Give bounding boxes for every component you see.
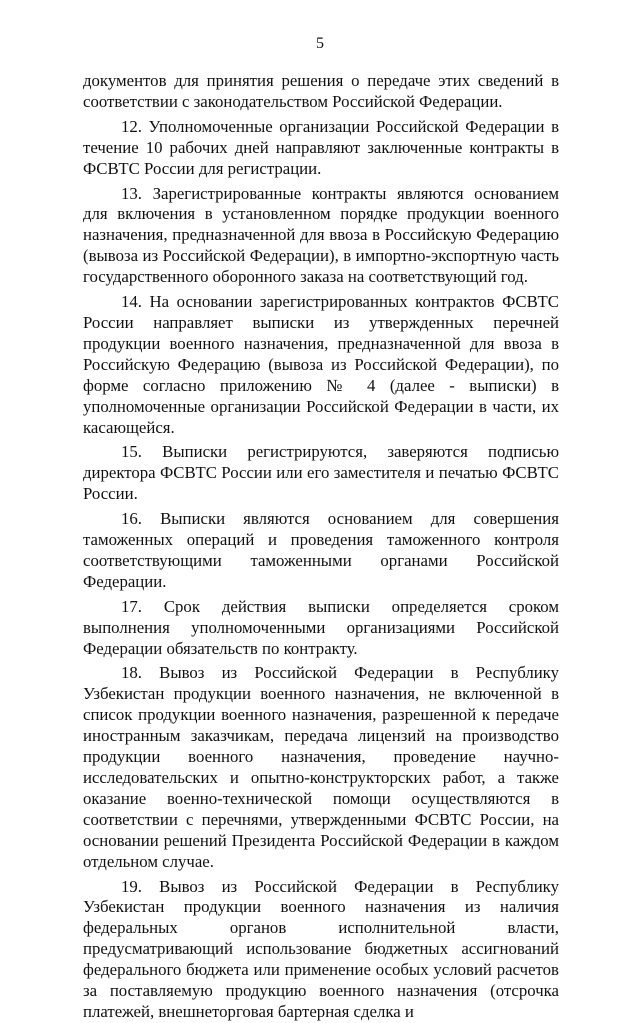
paragraph-15: 15. Выписки регистрируются, заверяются подписью директора ФСВТС России или его заместителя и печатью ФСВТС России. [83, 442, 559, 504]
paragraph-18: 18. Вывоз из Российской Федерации в Республику Узбекистан продукции военного назначения, не включенной в список продукции военного назначения, разрешенной к передаче иностранным заказчикам, передача лицензий на производство продукции военного назначения, проведение научно-исследовательских и опытно-конструкторских работ, а также оказание военно-технической помощи осуществляются в соответствии с перечнями, утвержденными ФСВТС России, на основании решений Президента Российской Федерации в каждом отдельном случае. [83, 663, 559, 871]
paragraph-continuation: документов для принятия решения о передаче этих сведений в соответствии с законодательством Российской Федерации. [83, 71, 559, 111]
paragraph-19: 19. Вывоз из Российской Федерации в Республику Узбекистан продукции военного назначения из наличия федеральных органов исполнительной власти, предусматривающий использование бюджетных ассигнований федерального бюджета или применение особых условий расчетов за поставляемую продукцию военного назначения (отсрочка платежей, внешнеторговая бартерная сделка и [83, 876, 559, 1021]
paragraph-13: 13. Зарегистрированные контракты являются основанием для включения в установленном порядке продукции военного назначения, предназначенной для ввоза в Российскую Федерацию (вывоза из Российской Федерации), в импортно-экспортную часть государственного оборонного заказа на соответствующий год. [83, 183, 559, 287]
page-number: 5 [316, 35, 324, 52]
paragraph-14: 14. На основании зарегистрированных контрактов ФСВТС России направляет выписки из утвержденных перечней продукции военного назначения, предназначенной для ввоза в Российскую Федерацию (вывоза из Российской Федерации), по форме согласно приложению № 4 (далее - выписки) в уполномоченные организации Российской Федерации в части, их касающейся. [83, 292, 559, 437]
paragraph-16: 16. Выписки являются основанием для совершения таможенных операций и проведения таможенного контроля соответствующими таможенными органами Российской Федерации. [83, 509, 559, 591]
paragraph-12: 12. Уполномоченные организации Российской Федерации в течение 10 рабочих дней направляют заключенные контракты в ФСВТС России для регистрации. [83, 116, 559, 178]
document-body [83, 71, 559, 1023]
paragraph-17: 17. Срок действия выписки определяется сроком выполнения уполномоченными организациями Российской Федерации обязательств по контракту. [83, 596, 559, 658]
